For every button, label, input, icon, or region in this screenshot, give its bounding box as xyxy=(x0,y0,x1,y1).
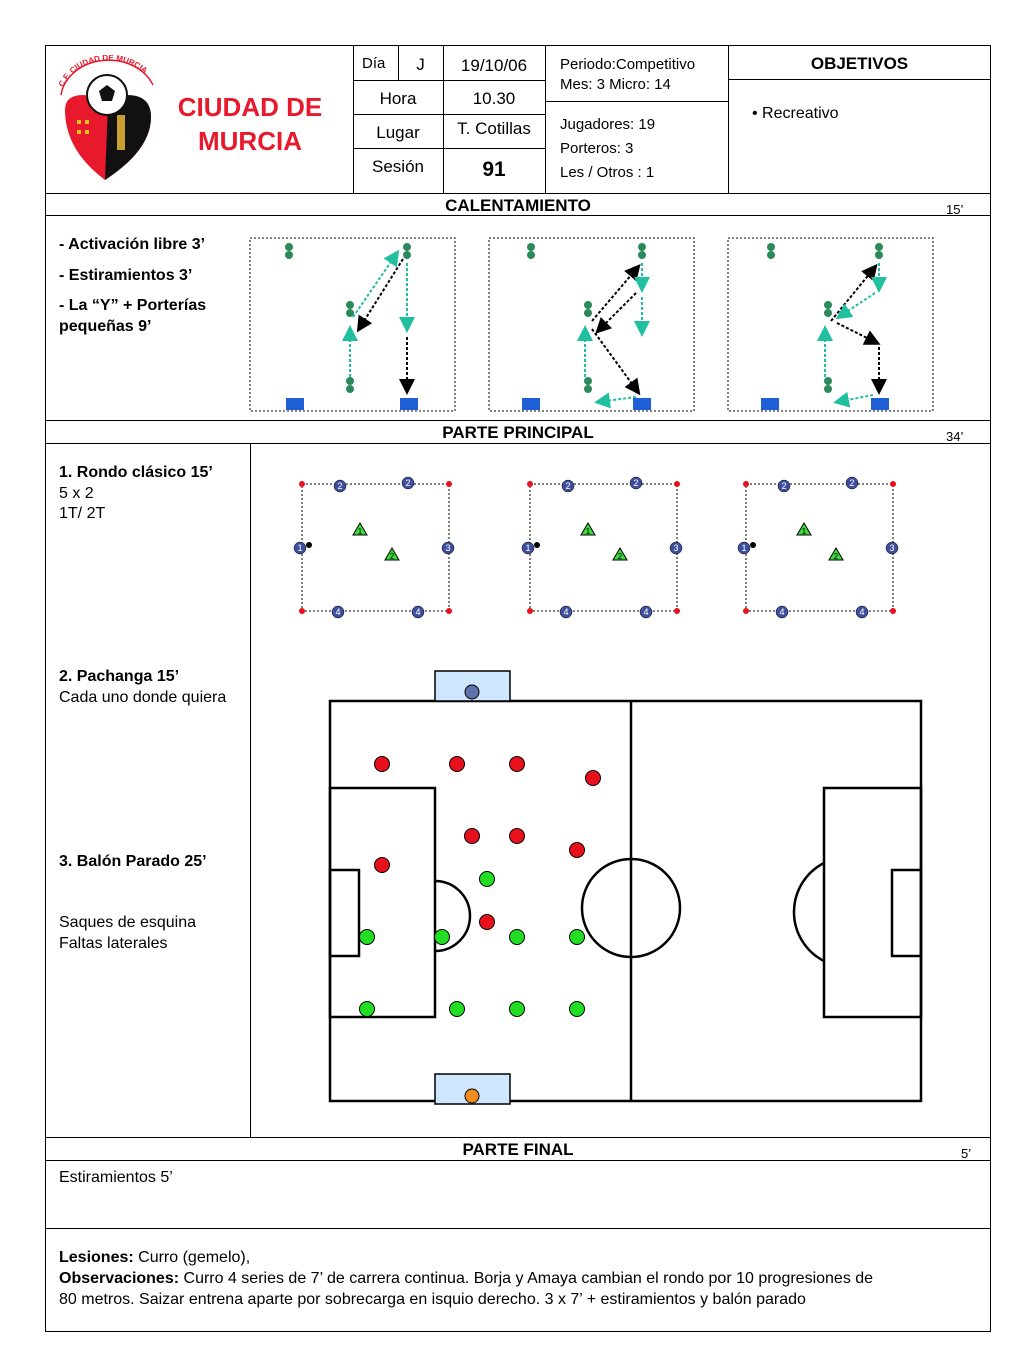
warmup-item: - Estiramientos 3’ xyxy=(59,267,193,284)
dia-label: Día xyxy=(362,55,386,72)
rondo-line: 5 x 2 xyxy=(59,485,94,502)
section-divider xyxy=(45,1160,991,1161)
rondo-number: 2 xyxy=(337,481,343,491)
section-divider xyxy=(45,420,991,421)
club-logo xyxy=(55,55,165,185)
balon-title: 3. Balón Parado 25’ xyxy=(59,853,207,870)
warmup-item: - Activación libre 3’ xyxy=(59,236,206,253)
warmup-diagram-2 xyxy=(488,237,695,412)
header-divider xyxy=(353,114,545,115)
rondo-number: 2 xyxy=(617,552,623,561)
lesiones xyxy=(59,1249,250,1267)
calentamiento-duration: 15’ xyxy=(946,202,964,217)
rondo-diagram xyxy=(290,474,462,620)
pachanga-title: 2. Pachanga 15’ xyxy=(59,668,180,685)
final-title: PARTE FINAL xyxy=(462,1140,574,1159)
balon-line: Saques de esquina xyxy=(59,914,196,931)
principal-duration: 34’ xyxy=(946,429,964,444)
hora-label: Hora xyxy=(379,89,417,108)
warmup-item: pequeñas 9’ xyxy=(59,318,152,335)
lesiones-value: Curro (gemelo), xyxy=(133,1249,251,1266)
club-name-line2: MURCIA xyxy=(198,126,302,156)
final-content: Estiramientos 5’ xyxy=(59,1169,173,1186)
club-name-line1: CIUDAD DE xyxy=(177,92,323,122)
dia-value: J xyxy=(416,55,425,74)
header-divider xyxy=(728,79,991,80)
rondo-number: 1 xyxy=(525,543,531,553)
rondo-line: 1T/ 2T xyxy=(59,505,106,522)
logo-text: C.F. CIUDAD DE MURCIA xyxy=(56,55,150,89)
principal-title: PARTE PRINCIPAL xyxy=(442,423,594,442)
pachanga-line: Cada uno donde quiera xyxy=(59,689,227,706)
objetivos-item: • Recreativo xyxy=(752,105,839,122)
section-divider xyxy=(250,443,251,1137)
periodo: Periodo:Competitivo xyxy=(560,56,696,73)
obs-line1: Curro 4 series de 7’ de carrera continua. Borja y Amaya cambian el rondo por 10 progresiones de xyxy=(179,1270,874,1287)
sesion-label: Sesión xyxy=(372,157,424,176)
rondo-number: 4 xyxy=(335,607,341,617)
obs-label: Observaciones: xyxy=(59,1270,180,1287)
rondo-number: 3 xyxy=(673,543,679,553)
rondo-number: 2 xyxy=(849,478,855,488)
warmup-diagram-1 xyxy=(249,237,456,412)
header-divider xyxy=(545,101,728,102)
rondo-diagram xyxy=(734,474,906,620)
obs-line2: 80 metros. Saizar entrena aparte por sobrecarga en isquio derecho. 3 x 7’ + estiramientos y balón parado xyxy=(59,1291,806,1308)
rondo-number: 1 xyxy=(801,527,807,536)
rondo-number: 2 xyxy=(781,481,787,491)
header-divider xyxy=(353,80,545,81)
section-divider xyxy=(45,443,991,444)
balon-line: Faltas laterales xyxy=(59,935,168,952)
rondo-number: 2 xyxy=(389,552,395,561)
football-pitch xyxy=(326,668,926,1108)
rondo-number: 2 xyxy=(633,478,639,488)
warmup-item: - La “Y” + Porterías xyxy=(59,297,207,314)
header-divider xyxy=(353,148,545,149)
lesiones-label: Lesiones: xyxy=(59,1249,134,1266)
mes-micro: Mes: 3 Micro: 14 xyxy=(560,76,671,93)
section-divider xyxy=(45,193,991,194)
rondo-diagram xyxy=(518,474,690,620)
rondo-number: 2 xyxy=(833,552,839,561)
rondo-number: 1 xyxy=(741,543,747,553)
observaciones xyxy=(59,1270,873,1288)
rondo-number: 4 xyxy=(779,607,785,617)
rondo-number: 3 xyxy=(445,543,451,553)
warmup-diagram-3 xyxy=(727,237,934,412)
rondo-number: 4 xyxy=(415,607,421,617)
rondo-number: 4 xyxy=(563,607,569,617)
porteros: Porteros: 3 xyxy=(560,140,634,157)
objetivos-title: OBJETIVOS xyxy=(810,54,909,73)
rondo-number: 1 xyxy=(357,527,363,536)
jugadores: Jugadores: 19 xyxy=(560,116,656,133)
final-duration: 5’ xyxy=(961,1146,972,1161)
rondo-number: 1 xyxy=(585,527,591,536)
lugar-label: Lugar xyxy=(376,123,420,142)
rondo-number: 3 xyxy=(889,543,895,553)
header-divider xyxy=(545,45,546,193)
rondo-number: 2 xyxy=(565,481,571,491)
lugar-value: T. Cotillas xyxy=(457,119,531,138)
session-date: 19/10/06 xyxy=(460,56,528,75)
rondo-number: 4 xyxy=(643,607,649,617)
section-divider xyxy=(45,1137,991,1138)
section-divider xyxy=(45,1228,991,1229)
rondo-number: 1 xyxy=(297,543,303,553)
calentamiento-title: CALENTAMIENTO xyxy=(445,196,591,215)
rondo-title: 1. Rondo clásico 15’ xyxy=(59,464,213,481)
hora-value: 10.30 xyxy=(472,89,516,108)
les-otros: Les / Otros : 1 xyxy=(560,164,655,181)
rondo-number: 2 xyxy=(405,478,411,488)
sesion-value: 91 xyxy=(482,158,506,181)
rondo-number: 4 xyxy=(859,607,865,617)
